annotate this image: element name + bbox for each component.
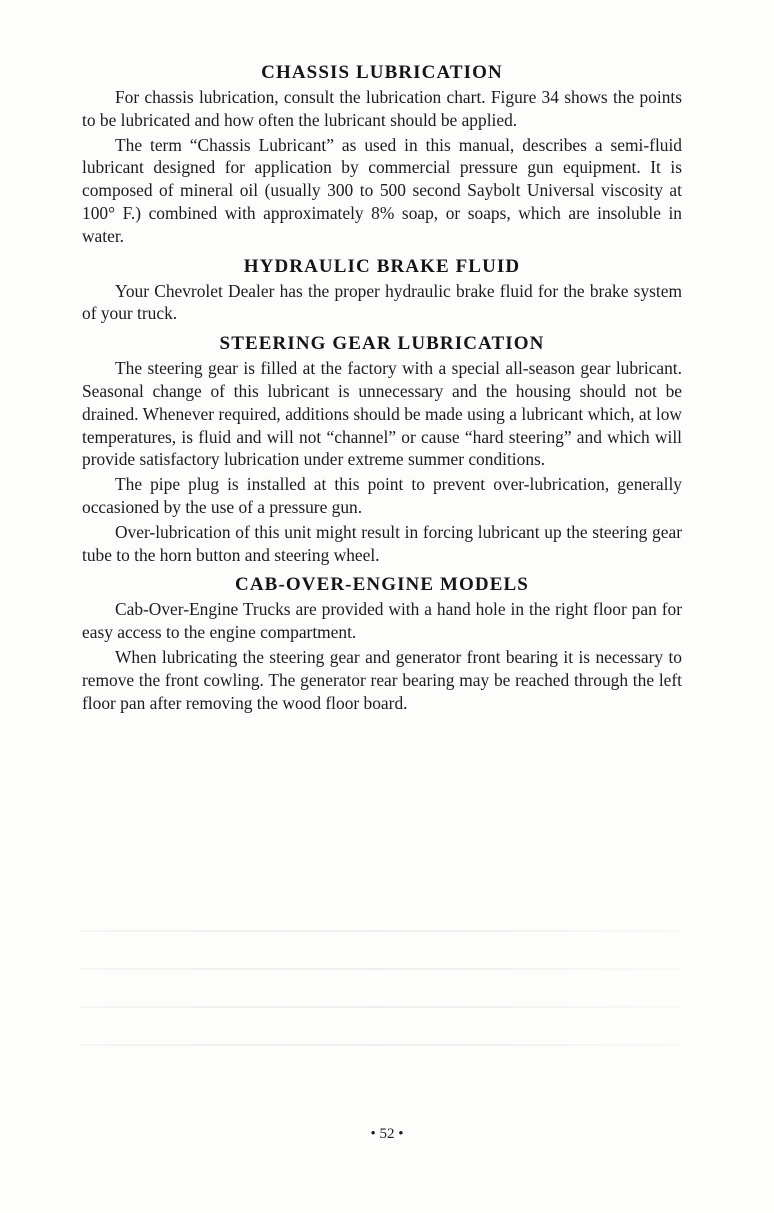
paragraph: The term “Chassis Lubricant” as used in this manual, describes a semi-fluid lubricant designed for application by commercial pressure gun equipment. It is composed of mineral oil (usually 300 to 500 second Saybolt Universal viscosity at 100° F.) combined with approximately 8% soap, or soaps, which are insoluble in water. — [82, 134, 682, 246]
section-heading: HYDRAULIC BRAKE FLUID — [243, 255, 521, 277]
bleed-through-line — [80, 968, 680, 970]
bleed-through-line — [80, 1044, 680, 1046]
section-chassis-lubrication — [82, 60, 682, 248]
paragraph: Your Chevrolet Dealer has the proper hydraulic brake fluid for the brake system of your truck. — [82, 280, 682, 324]
bleed-through-marks — [80, 930, 680, 1090]
section-heading: CHASSIS LUBRICATION — [261, 62, 503, 83]
paragraph: Over-lubrication of this unit might result in forcing lubricant up the steering gear tube to the horn button and steering wheel. — [82, 521, 682, 565]
paragraph: Cab-Over-Engine Trucks are provided with a hand hole in the right floor pan for easy access to the engine compartment. — [82, 599, 682, 643]
section-hydraulic-brake-fluid — [82, 254, 682, 326]
paragraph: When lubricating the steering gear and generator front bearing it is necessary to remove the front cowling. The generator rear bearing may be reached through the left floor pan after removing the wood floor board. — [82, 646, 682, 713]
section-steering-gear-lubrication — [82, 331, 682, 566]
section-cab-over-engine-models — [82, 572, 682, 714]
paragraph: The pipe plug is installed at this point to prevent over-lubrication, generally occasioned by the use of a pressure gun. — [82, 474, 682, 517]
page-number: • 52 • — [370, 1126, 404, 1142]
section-heading: CAB-OVER-ENGINE MODELS — [235, 574, 529, 596]
section-heading: STEERING GEAR LUBRICATION — [219, 333, 545, 355]
paragraph: The steering gear is filled at the factory with a special all-season gear lubricant. Seasonal change of this lubricant is unnecessary and the housing should not be drained. Whenever required, additions should be made using a lubricant which, at low temperatures, is fluid and will not “channel” or cause “hard steering” and which will provide satisfactory lubrication under extreme summer conditions. — [82, 358, 682, 470]
bleed-through-line — [80, 930, 680, 932]
paragraph: For chassis lubrication, consult the lubrication chart. Figure 34 shows the points to be lubricated and how often the lubricant should be applied. — [82, 87, 682, 130]
bleed-through-line — [80, 1006, 680, 1008]
page-content — [82, 60, 682, 720]
